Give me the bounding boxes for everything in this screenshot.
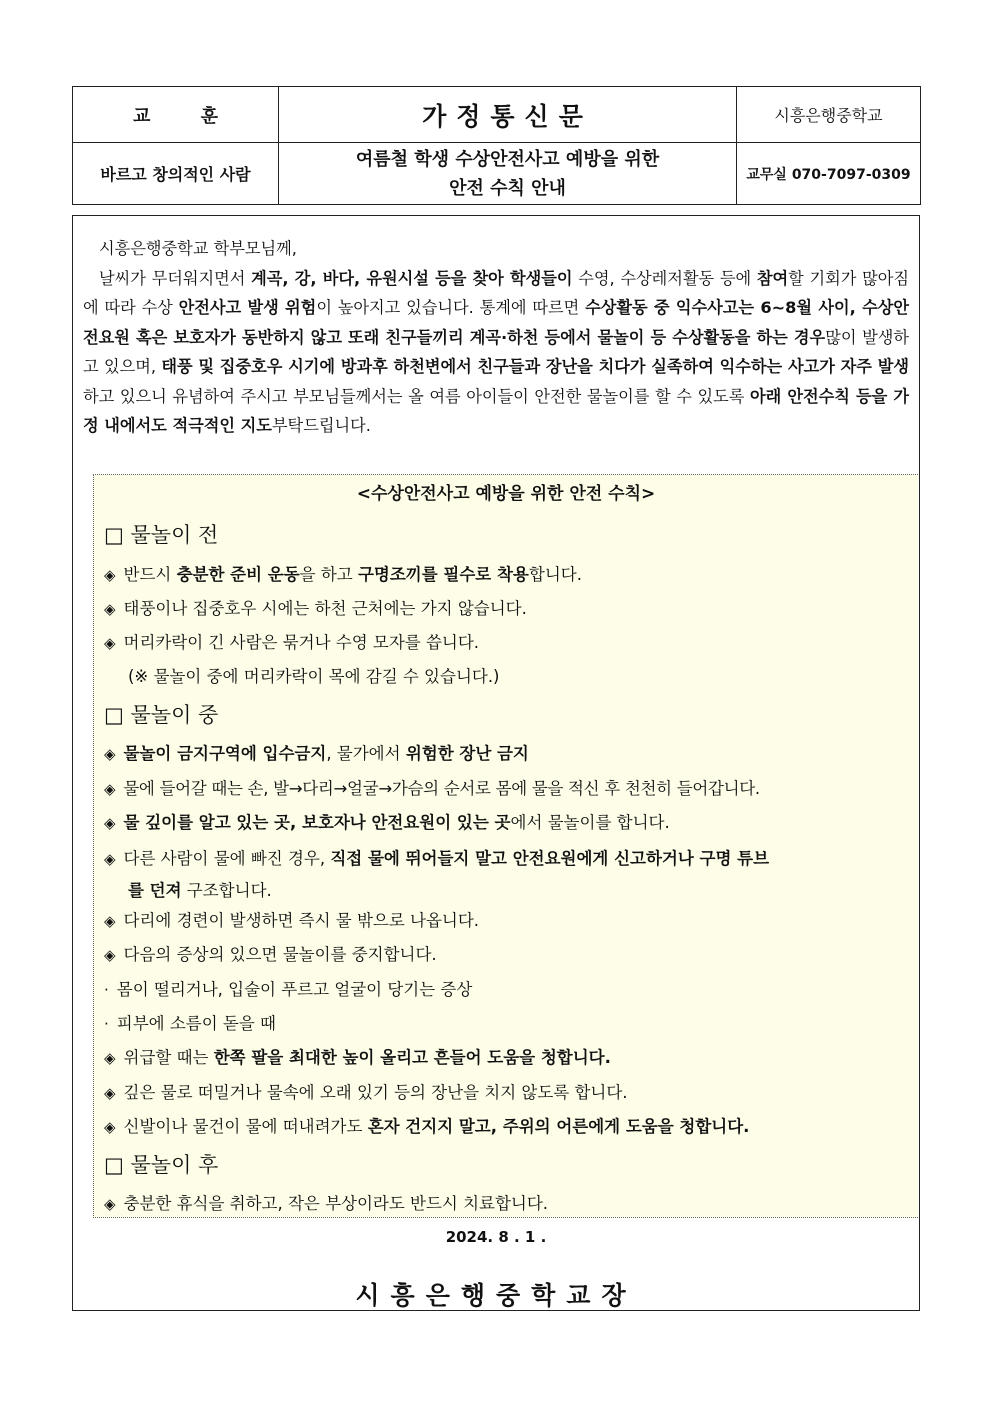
rule-text: 깊은 물로 떠밀거나 물속에 오래 있기 등의 장난을 치지 않도록 합니다. <box>123 1083 628 1102</box>
rule-text: 몸이 떨리거나, 입술이 푸르고 얼굴이 당기는 증상 <box>116 980 473 999</box>
intro-bold: 안전사고 발생 위험 <box>178 298 317 317</box>
diamond-bullet-icon: ◈ <box>104 1049 116 1067</box>
rule-text: , 물가에서 <box>326 744 406 763</box>
rule-bold: 충분한 준비 운동 <box>176 565 300 584</box>
intro-text <box>83 234 909 441</box>
symptom-item <box>104 1008 914 1040</box>
section-after-swimming: □ 물놀이 후 <box>104 1153 219 1177</box>
rule-bold: 혼자 건지지 말고, 주위의 어른에게 도움을 청합니다. <box>367 1117 750 1136</box>
diamond-bullet-icon: ◈ <box>104 1195 116 1213</box>
intro-seg: 날씨가 무더워지면서 <box>99 268 252 288</box>
rule-bold: 물 깊이를 알고 있는 곳, 보호자나 안전요원이 있는 곳 <box>123 813 511 832</box>
rule-text: 다른 사람이 물에 빠진 경우, <box>123 849 331 868</box>
rule-text: 구조합니다. <box>181 881 272 900</box>
rule-item <box>104 843 914 907</box>
rule-text: 피부에 소름이 돋을 때 <box>116 1014 276 1033</box>
rule-bold: 위험한 장난 금지 <box>405 744 529 763</box>
rule-text: 머리카락이 긴 사람은 묶거나 수영 모자를 씁니다. <box>123 633 480 652</box>
rule-item <box>104 1188 914 1220</box>
rule-item <box>104 773 914 805</box>
section-before-swimming: □ 물놀이 전 <box>104 523 219 547</box>
school-motto: 바르고 창의적인 사람 <box>73 143 279 205</box>
rule-bold: 물놀이 금지구역에 입수금지 <box>123 744 327 763</box>
rule-text: 을 하고 <box>299 565 358 584</box>
rule-text: 태풍이나 집중호우 시에는 하천 근처에는 가지 않습니다. <box>123 599 527 618</box>
rule-item <box>104 559 914 591</box>
dot-bullet-icon: · <box>104 1015 109 1033</box>
intro-seg: 수영, 수상레저활동 등에 <box>572 268 757 288</box>
intro-bold: 태풍 및 집중호우 시기에 방과후 하천변에서 친구들과 장난을 치다가 실족하여 익수하는 사고가 자주 발생 <box>161 357 909 376</box>
rule-text: 에서 물놀이를 합니다. <box>510 813 670 832</box>
diamond-bullet-icon: ◈ <box>104 1118 116 1136</box>
notice-subtitle <box>279 143 737 205</box>
rule-item <box>104 939 914 971</box>
diamond-bullet-icon: ◈ <box>104 814 116 832</box>
page-title: 가정통신문 <box>279 87 737 143</box>
motto-label: 교 훈 <box>73 87 279 143</box>
rule-item <box>104 905 914 937</box>
diamond-bullet-icon: ◈ <box>104 1084 116 1102</box>
rule-text: 충분한 휴식을 취하고, 작은 부상이라도 반드시 치료합니다. <box>123 1194 549 1213</box>
rule-item <box>104 1111 914 1143</box>
intro-bold: 아래 안전수칙 등을 가정 내에서도 적극적인 지도 <box>83 386 909 435</box>
intro-bold: 계곡, 강, 바다, 유원시설 등을 찾아 학생들이 <box>251 268 573 288</box>
diamond-bullet-icon: ◈ <box>104 850 116 868</box>
principal-signature: 시흥은행중학교장 <box>355 1281 637 1310</box>
rule-item <box>104 627 914 659</box>
rule-continuation <box>104 875 914 907</box>
diamond-bullet-icon: ◈ <box>104 912 116 930</box>
section-during-swimming: □ 물놀이 중 <box>104 703 219 727</box>
rule-bold: 구명조끼를 필수로 착용 <box>357 565 529 584</box>
diamond-bullet-icon: ◈ <box>104 600 116 618</box>
contact-phone: 교무실 070-7097-0309 <box>737 143 921 205</box>
diamond-bullet-icon: ◈ <box>104 634 116 652</box>
rule-item <box>104 1077 914 1109</box>
rule-text: 다음의 증상의 있으면 물놀이를 중지합니다. <box>123 945 437 964</box>
dot-bullet-icon: · <box>104 981 109 999</box>
rule-note: (※ 물놀이 중에 머리카락이 목에 감길 수 있습니다.) <box>128 667 500 686</box>
intro-seg: 이 높아지고 있습니다. 통계에 따르면 <box>316 298 586 317</box>
rule-item <box>104 1042 914 1074</box>
rule-bold: 를 던져 <box>128 881 182 900</box>
intro-seg: 부탁드립니다. <box>271 416 371 435</box>
intro-seg: 많이 발생하고 있으며, <box>83 327 909 376</box>
diamond-bullet-icon: ◈ <box>104 946 116 964</box>
rule-text: 물에 들어갈 때는 손, 발→다리→얼굴→가슴의 순서로 몸에 물을 적신 후 천천히 들어갑니다. <box>123 779 760 798</box>
diamond-bullet-icon: ◈ <box>104 566 116 584</box>
rule-item <box>104 593 914 625</box>
rule-item <box>104 807 914 839</box>
rule-text: 위급할 때는 <box>123 1048 214 1067</box>
header-table <box>72 86 921 205</box>
rule-text: 반드시 <box>123 565 177 584</box>
rule-bold: 한쪽 팔을 최대한 높이 올리고 흔들어 도움을 청합니다. <box>213 1048 611 1067</box>
intro-bold: 참여 <box>756 268 789 288</box>
letter-body <box>72 215 920 1311</box>
intro-seg: 할 기회가 많아짐에 따라 수상 <box>83 268 909 317</box>
diamond-bullet-icon: ◈ <box>104 780 116 798</box>
rule-text: 다리에 경련이 발생하면 즉시 물 밖으로 나옵니다. <box>123 911 480 930</box>
notice-date: 2024. 8 . 1 . <box>445 1228 547 1246</box>
school-name: 시흥은행중학교 <box>737 87 921 143</box>
rule-bold: 직접 물에 뛰어들지 말고 안전요원에게 신고하거나 구명 튜브 <box>330 849 770 868</box>
intro-paragraph <box>83 264 909 441</box>
intro-bold: 수상활동 중 익수사고는 6~8월 사이, 수상안전요원 혹은 보호자가 동반하지 않고 또래 친구들끼리 계곡·하천 등에서 물놀이 등 수상활동을 하는 경우 <box>83 298 909 347</box>
safety-rules-box <box>93 474 918 1218</box>
rule-item <box>104 738 914 770</box>
subtitle-line-2: 안전 수칙 안내 <box>449 177 566 199</box>
rule-text: 신발이나 물건이 물에 떠내려가도 <box>123 1117 368 1136</box>
diamond-bullet-icon: ◈ <box>104 745 116 763</box>
rules-title: <수상안전사고 예방을 위한 안전 수칙> <box>356 484 656 504</box>
rule-text: 합니다. <box>528 565 582 584</box>
greeting: 시흥은행중학교 학부모님께, <box>99 239 297 258</box>
intro-seg: 하고 있으니 유념하여 주시고 부모님들께서는 올 여름 아이들이 안전한 물놀이를 할 수 있도록 <box>83 386 750 406</box>
symptom-item <box>104 974 914 1006</box>
subtitle-line-1: 여름철 학생 수상안전사고 예방을 위한 <box>355 148 660 170</box>
